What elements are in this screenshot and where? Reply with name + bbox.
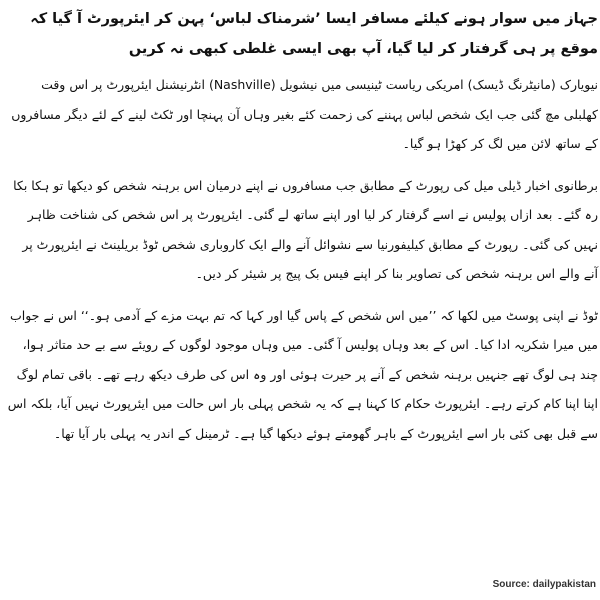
article-paragraph-1: نیویارک (مانیٹرنگ ڈیسک) امریکی ریاست ٹینیسی میں نیشویل (Nashville) انٹرنیشنل ایئرپورٹ پر اس وقت کھلبلی مچ گئی جب ایک شخص لباس پہننے کی زحمت کئے بغیر وہاں آن پہنچا اور ٹکٹ لینے کے لئے دیگر مسافروں کے ساتھ لائن میں لگ کر کھڑا ہو گیا۔ [11,77,598,151]
source-credit: Source: dailypakistan [492,579,596,590]
article-paragraph-3: ٹوڈ نے اپنی پوسٹ میں لکھا کہ ’’میں اس شخص کے پاس گیا اور کہا کہ تم بہت مزے کے آدمی ہو۔‘‘ اس نے جواب میں میرا شکریہ ادا کیا۔ اس کے بعد وہاں پولیس آ گئی۔ میں وہاں موجود لوگوں کے رویئے سے بے حد متاثر ہوا، چند ہی لوگ تھے جنہیں برہنہ شخص کے آنے پر حیرت ہوئی اور وہ اس کی طرف دیکھ رہے تھے۔ باقی تمام لوگ اپنا اپنا کام کرتے رہے۔ ایئرپورٹ حکام کا کہنا ہے کہ یہ شخص پہلی بار اس حالت میں ایئرپورٹ نہیں آیا، بلکہ اس سے قبل بھی کئی بار اسے ایئرپورٹ کے باہر گھومتے ہوئے دیکھا گیا ہے۔ ٹرمینل کے اندر یہ پہلی بار آیا تھا۔ [7,307,598,441]
article [0,4,600,460]
article-paragraph-2: برطانوی اخبار ڈیلی میل کی رپورٹ کے مطابق جب مسافروں نے اپنے درمیان اس برہنہ شخص کو دیکھا تو ہکا بکا رہ گئے۔ بعد ازاں پولیس نے اسے گرفتار کر لیا اور اپنے ساتھ لے گئی۔ ایئرپورٹ پر اس شخص کی شناخت ظاہر نہیں کی گئی۔ رپورٹ کے مطابق کیلیفورنیا سے نشوائل آنے والے ایک کاروباری شخص ٹوڈ بریلینٹ نے ایئرپورٹ پر آنے والے اس برہنہ شخص کی تصاویر بنا کر اپنے فیس بک پیج پر شیئر کر دیں۔ [13,177,598,281]
article-title: جہاز میں سوار ہونے کیلئے مسافر ایسا ’شرمناک لباس‘ پہن کر ایئرپورٹ آ گیا کہ موقع پر ہی گرفتار کر لیا گیا، آپ بھی ایسی غلطی کبھی نہ کریں [30,11,598,57]
